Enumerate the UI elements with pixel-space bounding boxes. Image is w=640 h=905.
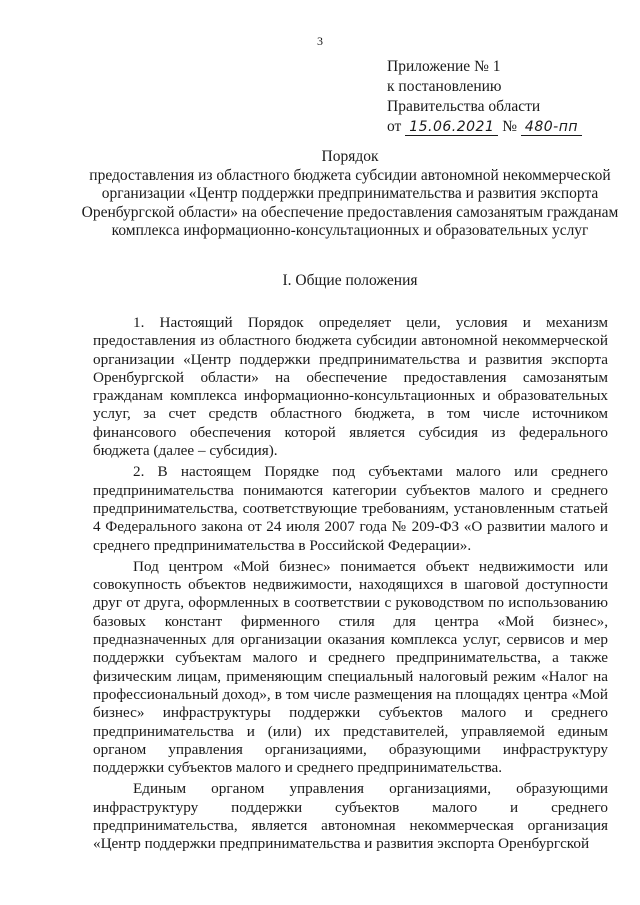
body-text xyxy=(93,314,608,857)
number-label: № xyxy=(502,118,518,135)
paragraph-3: Под центром «Мой бизнес» понимается объект недвижимости или совокупность объектов недвижимости, находящихся в шаговой доступности друг от друга, оформленных в соответствии с руководством по использованию базовых констант фирменного стиля для центра «Мой бизнес», предназначенных для организации оказания комплекса услуг, сервисов и мер поддержки субъектам малого и среднего предпринимательства, а также физическим лицам, применяющим специальный налоговый режим «Налог на профессиональный доход», в том числе размещения на площадях центра «Мой бизнес» инфраструктуры поддержки субъектов малого и среднего предпринимательства и (или) их представителей, управляемой единым органом управления организациями, образующими инфраструктуру поддержки субъектов малого и среднего предпринимательства. xyxy=(93,557,608,777)
paragraph-4: Единым органом управления организациями, образующими инфраструктуру поддержки субъектов малого и среднего предпринимательства, является автономная некоммерческая организация «Центр поддержки предпринимательства и развития экспорта Оренбургской xyxy=(93,780,608,853)
document-title xyxy=(80,148,620,241)
appendix-block xyxy=(387,57,627,137)
handwritten-number: 480-пп xyxy=(521,119,582,136)
appendix-line-1: Приложение № 1 xyxy=(387,58,501,75)
document-title-heading: Порядок xyxy=(321,148,379,165)
paragraph-2: 2. В настоящем Порядке под субъектами малого или среднего предпринимательства понимаются категории субъектов малого и среднего предпринимательства, соответствующие требованиям, установленным статьей 4 Федерального закона от 24 июля 2007 года № 209-ФЗ «О развитии малого и среднего предпринимательства в Российской Федерации». xyxy=(93,463,608,554)
section-heading: I. Общие положения xyxy=(282,272,418,289)
handwritten-date: 15.06.2021 xyxy=(405,119,498,136)
from-label: от xyxy=(387,118,402,135)
appendix-line-3: Правительства области xyxy=(387,98,541,115)
document-title-text: предоставления из областного бюджета субсидии автономной некоммерческой организации «Центр поддержки предпринимательства и развития экспорта Оренбургской области» на обеспечение предоставления самозанятым гражданам комплекса информационно-консультационных и образовательных услуг xyxy=(81,166,619,239)
page-number: 3 xyxy=(317,34,323,48)
appendix-line-2: к постановлению xyxy=(387,78,502,95)
appendix-date-number-row xyxy=(387,117,627,137)
paragraph-1: 1. Настоящий Порядок определяет цели, условия и механизм предоставления из областного бюджета субсидии автономной некоммерческой организации «Центр поддержки предпринимательства и развития экспорта Оренбургской области» на обеспечение предоставления самозанятым гражданам комплекса информационно-консультационных и образовательных услуг, за счет средств областного бюджета, в том числе источником финансового обеспечения которой является субсидия из федерального бюджета (далее – субсидия). xyxy=(93,314,608,460)
